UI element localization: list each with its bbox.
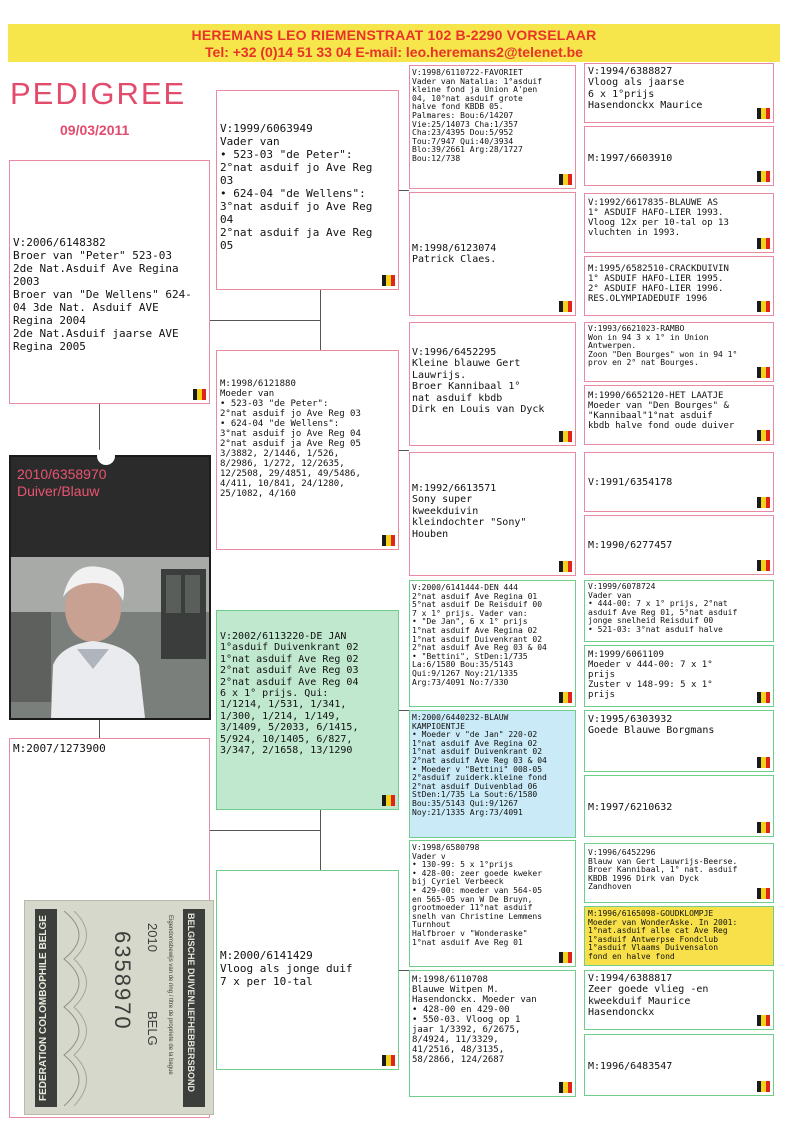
gen3-text-2: M:1998/6123074 Patrick Claes. bbox=[412, 243, 497, 266]
belgian-flag-icon bbox=[382, 275, 395, 286]
gen3-box-2 bbox=[409, 192, 576, 316]
dam-sire-text: V:2002/6113220-DE JAN 1°asduif Duivenkrant 02 1°nat asduif Ave Reg 02 2°nat asduif Ave Reg 03 2°nat asduif Ave Reg 04 6 x 1° prijs. Qui: 1/1214, 1/531, 1/341, 1/300, 1/214, 1/149, 3/1409, 5/2033, 6/1415, 5/924, 10/1405, 6/827, 3/347, 2/1658, 13/1290 bbox=[220, 631, 359, 757]
gen3-text-4: M:1992/6613571 Sony super kweekduivin kleindochter "Sony" Houben bbox=[412, 483, 527, 540]
connector bbox=[320, 810, 321, 870]
breeder-photo bbox=[11, 557, 209, 718]
belgian-flag-icon bbox=[382, 535, 395, 546]
belgian-flag-icon bbox=[757, 171, 770, 182]
belgian-flag-icon bbox=[757, 497, 770, 508]
gen4-text-4: M:1995/6582510-CRACKDUIVIN 1° ASDUIF HAFO-LIER 1995. 2° ASDUIF HAFO-LIER 1996. RES.OLYMPIADEDUIF 1996 bbox=[588, 264, 729, 304]
gen4-text-14: M:1996/6165098-GOUDKLOMPJE Moeder van WonderAske. In 2001: 1°nat.asduif alle cat Ave Reg 1°asduif Antwerpse Fondclub 1°asduif Vlaams Duivensalon fond en halve fond bbox=[588, 909, 738, 961]
belgian-flag-icon bbox=[757, 692, 770, 703]
subject-description: Duiver/Blauw bbox=[17, 483, 100, 499]
gen4-box-13 bbox=[584, 843, 774, 903]
dam-text: M:2007/1273900 bbox=[13, 742, 106, 755]
stamp-year: 2010 bbox=[145, 923, 160, 952]
gen4-box-6 bbox=[584, 385, 774, 445]
belgian-flag-icon bbox=[559, 1082, 572, 1093]
dam-dam-text: M:2000/6141429 Vloog als jonge duif 7 x per 10-tal bbox=[220, 949, 353, 988]
belgian-flag-icon bbox=[559, 431, 572, 442]
belgian-flag-icon bbox=[559, 952, 572, 963]
gen3-text-3: V:1996/6452295 Kleine blauwe Gert Lauwrijs. Broer Kannibaal 1° nat asduif kbdb Dirk en Louis van Dyck bbox=[412, 347, 545, 416]
belgian-flag-icon bbox=[757, 1015, 770, 1026]
gen4-text-6: M:1990/6652120-HET LAATJE Moeder van "Den Bourges" & "Kannibaal"1°nat asduif kbdb halve fond oude duiver bbox=[588, 391, 735, 431]
gen4-text-11: V:1995/6303932 Goede Blauwe Borgmans bbox=[588, 714, 715, 737]
belgian-flag-icon bbox=[559, 301, 572, 312]
gen4-text-5: V:1993/6621023-RAMBO Won in 94 3 x 1° in Union Antwerpen. Zoon "Den Bourges" won in 94 1° prov en 2° nat Bourges. bbox=[588, 324, 738, 368]
stamp-org-top: BELGISCHE DUIVENLIEFHEBBERSBOND bbox=[186, 913, 196, 1093]
belgian-flag-icon bbox=[757, 430, 770, 441]
gen3-text-5: V:2000/6141444-DEN 444 2°nat asduif Ave Regina 01 5°nat asduif De Reisduif 00 7 x 1° prijs. Vader van: • "De Jan", 6 x 1° prijs 1°nat asduif Ave Regina 02 1°nat asduif Duivenkrant 02 2°nat asduif Ave Reg 03 & 04 • "Bettini", StDen:1/735 La:6/1580 Bou:35/5143 Qui:9/1267 Noy:21/1335 Arg:73/4091 No:7/330 bbox=[412, 583, 547, 687]
sire-box bbox=[9, 160, 210, 404]
sire-dam-box bbox=[216, 350, 399, 550]
gen4-box-1 bbox=[584, 63, 774, 123]
gen3-box-7 bbox=[409, 840, 576, 967]
gen4-text-10: M:1999/6061109 Moeder v 444-00: 7 x 1° prijs Zuster v 148-99: 5 x 1° prijs bbox=[588, 650, 713, 700]
sire-dam-text: M:1998/6121880 Moeder van • 523-03 "de Peter": 2°nat asduif jo Ave Reg 03 • 624-04 "de Wellens": 3°nat asduif jo Ave Reg 04 2°nat asduif ja Ave Reg 05 3/3882, 2/1446, 1/526, 8/2986, 1/272, 12/2635, 12/2508, 29/4851, 49/5486, 4/411, 10/841, 24/1280, 25/1082, 4/160 bbox=[220, 379, 361, 499]
gen4-box-2 bbox=[584, 126, 774, 186]
belgian-flag-icon bbox=[757, 238, 770, 249]
connector bbox=[399, 710, 409, 711]
ring-certificate-stamp bbox=[24, 900, 214, 1115]
gen4-box-12 bbox=[584, 775, 774, 837]
gen4-text-9: V:1999/6078724 Vader van • 444-00: 7 x 1° prijs, 2°nat asduif Ave Reg 01, 5°nat asduif jonge snelheid Reisduif 00 • 521-03: 3°nat asduif halve bbox=[588, 582, 738, 634]
gen3-text-8: M:1998/6110708 Blauwe Witpen M. Hasendonckx. Moeder van • 428-00 en 429-00 • 550-03. Vloog op 1 jaar 1/3392, 6/2675, 8/4924, 11/3329, 41/2516, 48/3135, 58/2866, 124/2687 bbox=[412, 975, 537, 1065]
gen4-box-11 bbox=[584, 710, 774, 772]
gen3-box-3 bbox=[409, 322, 576, 446]
gen4-box-8 bbox=[584, 515, 774, 575]
stamp-org-bottom: FEDERATION COLOMBOPHILE BELGE bbox=[38, 915, 49, 1101]
gen4-box-15 bbox=[584, 970, 774, 1030]
gen4-text-12: M:1997/6210632 bbox=[588, 802, 673, 813]
belgian-flag-icon bbox=[757, 822, 770, 833]
connector bbox=[99, 720, 100, 738]
owner-address: HEREMANS LEO RIEMENSTRAAT 102 B-2290 VORSELAAR bbox=[191, 27, 597, 43]
gen4-text-3: V:1992/6617835-BLAUWE AS 1° ASDUIF HAFO-LIER 1993. Vloog 12x per 10-tal op 13 vluchten in 1993. bbox=[588, 198, 729, 238]
connector bbox=[399, 970, 409, 971]
gen4-text-15: V:1994/6388817 Zeer goede vlieg -en kweekduif Maurice Hasendonckx bbox=[588, 973, 709, 1019]
belgian-flag-icon bbox=[757, 560, 770, 571]
connector bbox=[320, 290, 321, 350]
gen4-box-10 bbox=[584, 645, 774, 707]
belgian-flag-icon bbox=[757, 1081, 770, 1092]
header-banner bbox=[8, 24, 780, 62]
gen4-text-2: M:1997/6603910 bbox=[588, 153, 673, 164]
sire-text: V:2006/6148382 Broer van "Peter" 523-03 2de Nat.Asduif Ave Regina 2003 Broer van "De Wellens" 624- 04 3de Nat. Asduif AVE Regina 2004 2de Nat.Asduif jaarse AVE Regina 2005 bbox=[13, 236, 192, 353]
gen4-box-9 bbox=[584, 580, 774, 642]
gen3-text-7: V:1998/6580798 Vader v • 130-99: 5 x 1°prijs • 428-00: zeer goede kweker bij Cyriel Verbeeck • 429-00: moeder van 564-05 en 565-05 van W De Bruyn, grootmoeder 11°nat asduif snelh van Christine Lemmens Turnhout Halfbroer v "Wonderaske" 1°nat asduif Ave Reg 01 bbox=[412, 843, 543, 947]
sire-sire-text: V:1999/6063949 Vader van • 523-03 "de Peter": 2°nat asduif jo Ave Reg 03 • 624-04 "de Wellens": 3°nat asduif jo Ave Reg 04 2°nat asduif ja Ave Reg 05 bbox=[220, 122, 373, 252]
punch-hole bbox=[97, 447, 115, 465]
belgian-flag-icon bbox=[559, 692, 572, 703]
belgian-flag-icon bbox=[193, 389, 206, 400]
gen4-box-16 bbox=[584, 1034, 774, 1096]
belgian-flag-icon bbox=[757, 888, 770, 899]
connector bbox=[210, 830, 320, 831]
dam-sire-box bbox=[216, 610, 399, 810]
belgian-flag-icon bbox=[757, 757, 770, 768]
gen3-box-5 bbox=[409, 580, 576, 707]
gen4-text-13: V:1996/6452296 Blauw van Gert Lauwrijs-Beerse. Broer Kannibaal, 1° nat. asduif KBDB 1996 Dirk van Dyck Zandhoven bbox=[588, 848, 738, 892]
gen4-text-16: M:1996/6483547 bbox=[588, 1061, 673, 1072]
pedigree-date: 09/03/2011 bbox=[60, 122, 130, 138]
gen3-box-6 bbox=[409, 710, 576, 838]
gen4-box-3 bbox=[584, 193, 774, 253]
gen3-box-8 bbox=[409, 970, 576, 1097]
gen4-box-5 bbox=[584, 322, 774, 382]
gen3-box-4 bbox=[409, 452, 576, 576]
sire-sire-box bbox=[216, 90, 399, 290]
belgian-flag-icon bbox=[382, 1055, 395, 1066]
subject-photo-box bbox=[9, 455, 211, 720]
stamp-note: Eigendomsbewijs van de ring / titre de propriete de la bague bbox=[167, 915, 173, 1075]
belgian-flag-icon bbox=[757, 367, 770, 378]
stamp-ring-number: 6358970 bbox=[110, 931, 135, 1031]
gen4-text-8: M:1990/6277457 bbox=[588, 540, 673, 551]
belgian-flag-icon bbox=[382, 795, 395, 806]
connector bbox=[210, 320, 320, 321]
gen3-text-6: M:2000/6440232-BLAUW KAMPIOENTJE • Moeder v "de Jan" 220-02 1°nat asduif Ave Regina 02 1°nat asduif Duivenkrant 02 2°nat asduif Ave Reg 03 & 04 • Moeder v "Bettini" 008-05 2°asduif zuiderk.kleine fond 2°nat asduif Duivenblad 06 StDen:1/735 La Sout:6/1580 Bou:35/5143 Qui:9/1267 Noy:21/1335 Arg:73/4091 bbox=[412, 713, 547, 817]
gen4-box-14 bbox=[584, 906, 774, 966]
belgian-flag-icon bbox=[757, 301, 770, 312]
subject-ring-number: 2010/6358970 bbox=[17, 466, 107, 482]
connector bbox=[99, 404, 100, 455]
gen4-text-7: V:1991/6354178 bbox=[588, 477, 673, 488]
page-title: PEDIGREE bbox=[10, 76, 187, 111]
gen4-box-4 bbox=[584, 256, 774, 316]
belgian-flag-icon bbox=[757, 108, 770, 119]
gen4-text-1: V:1994/6388827 Vloog als jaarse 6 x 1°prijs Hasendonckx Maurice bbox=[588, 66, 703, 112]
connector bbox=[399, 450, 409, 451]
connector bbox=[399, 190, 409, 191]
dam-dam-box bbox=[216, 870, 399, 1070]
stamp-country: BELG bbox=[145, 1011, 160, 1046]
gen3-text-1: V:1998/6110722-FAVORIET Vader van Natalia: 1°asduif kleine fond ja Union A'pen 04, 10°nat asduif grote halve fond KBDB 05. Palmares: Bou:6/14207 Vie:25/14073 Cha:1/357 Cha:23/4395 Dou:5/952 Tou:7/947 Qui:40/3934 Blo:39/2661 Arg:28/1727 Bou:12/738 bbox=[412, 68, 543, 163]
belgian-flag-icon bbox=[559, 561, 572, 572]
belgian-flag-icon bbox=[559, 174, 572, 185]
gen3-box-1 bbox=[409, 65, 576, 189]
stamp-guilloche-icon bbox=[59, 911, 99, 1106]
gen4-box-7 bbox=[584, 452, 774, 512]
owner-contact: Tel: +32 (0)14 51 33 04 E-mail: leo.heremans2@telenet.be bbox=[205, 44, 583, 60]
